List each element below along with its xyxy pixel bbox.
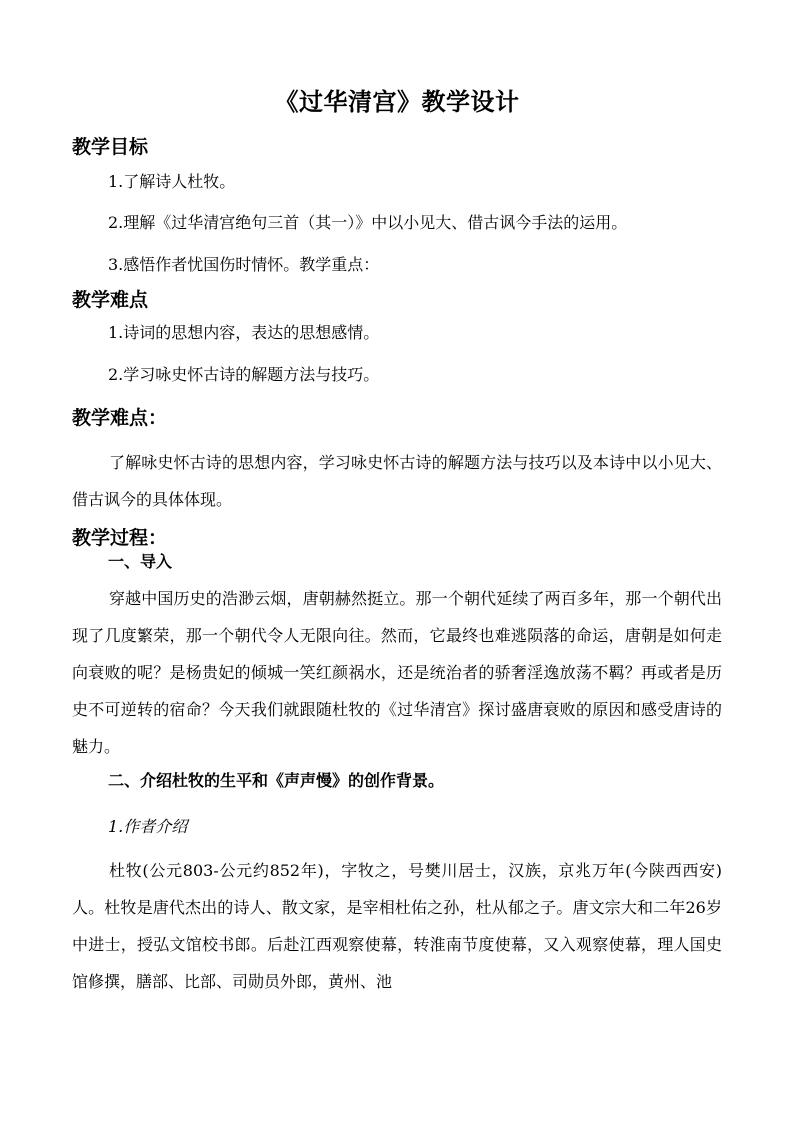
intro-paragraph: 穿越中国历史的浩渺云烟，唐朝赫然挺立。那一个朝代延续了两百多年，那一个朝代出现了几度繁荣，那一个朝代令人无限向往。然而，它最终也难逃陨落的命运，唐朝是如何走向衰败的呢？是杨贵妃的倾城一笑红颜祸水，还是统治者的骄奢淫逸放荡不羁？再或者是历史不可逆转的宿命？今天我们就跟随杜牧的《过华清宫》探讨盛唐衰败的原因和感受唐诗的魅力。 <box>72 589 722 756</box>
heading-teaching-goals: 教学目标 <box>72 136 149 158</box>
goal-item-3: 3.感悟作者忧国伤时情怀。教学重点： <box>108 255 380 274</box>
heading-part-author: 二、介绍杜牧的生平和《声声慢》的创作背景。 <box>108 771 445 790</box>
difficulty-item-2: 2.学习咏史怀古诗的解题方法与技巧。 <box>108 365 380 384</box>
sub-heading-author-intro: 1.作者介绍 <box>108 817 188 836</box>
goal-item-1: 1.了解诗人杜牧。 <box>108 172 236 191</box>
goal-item-2: 2.理解《过华清宫绝句三首（其一）》中以小见大、借古讽今手法的运用。 <box>108 213 628 232</box>
difficulty-paragraph: 了解咏史怀古诗的思想内容，学习咏史怀古诗的解题方法与技巧以及本诗中以小见大、借古讽今的具体体现。 <box>72 453 722 509</box>
heading-teaching-difficulty-2: 教学难点： <box>72 407 168 429</box>
heading-teaching-difficulty: 教学难点 <box>72 289 149 311</box>
author-paragraph: 杜牧(公元803-公元约852年)，字牧之，号樊川居士，汉族，京兆万年(今陕西西安)人。杜牧是唐代杰出的诗人、散文家，是宰相杜佑之孙，杜从郁之子。唐文宗大和二年26岁中进士，授弘文馆校书郎。后赴江西观察使幕，转淮南节度使幕，又入观察使幕，理人国史馆修撰，膳部、比部、司勋员外郎，黄州、池 <box>72 861 722 991</box>
heading-teaching-process: 教学过程： <box>72 527 168 549</box>
document-title: 《过华清宫》教学设计 <box>274 88 520 116</box>
difficulty-item-1: 1.诗词的思想内容，表达的思想感情。 <box>108 323 380 342</box>
heading-part-intro: 一、导入 <box>108 552 173 571</box>
